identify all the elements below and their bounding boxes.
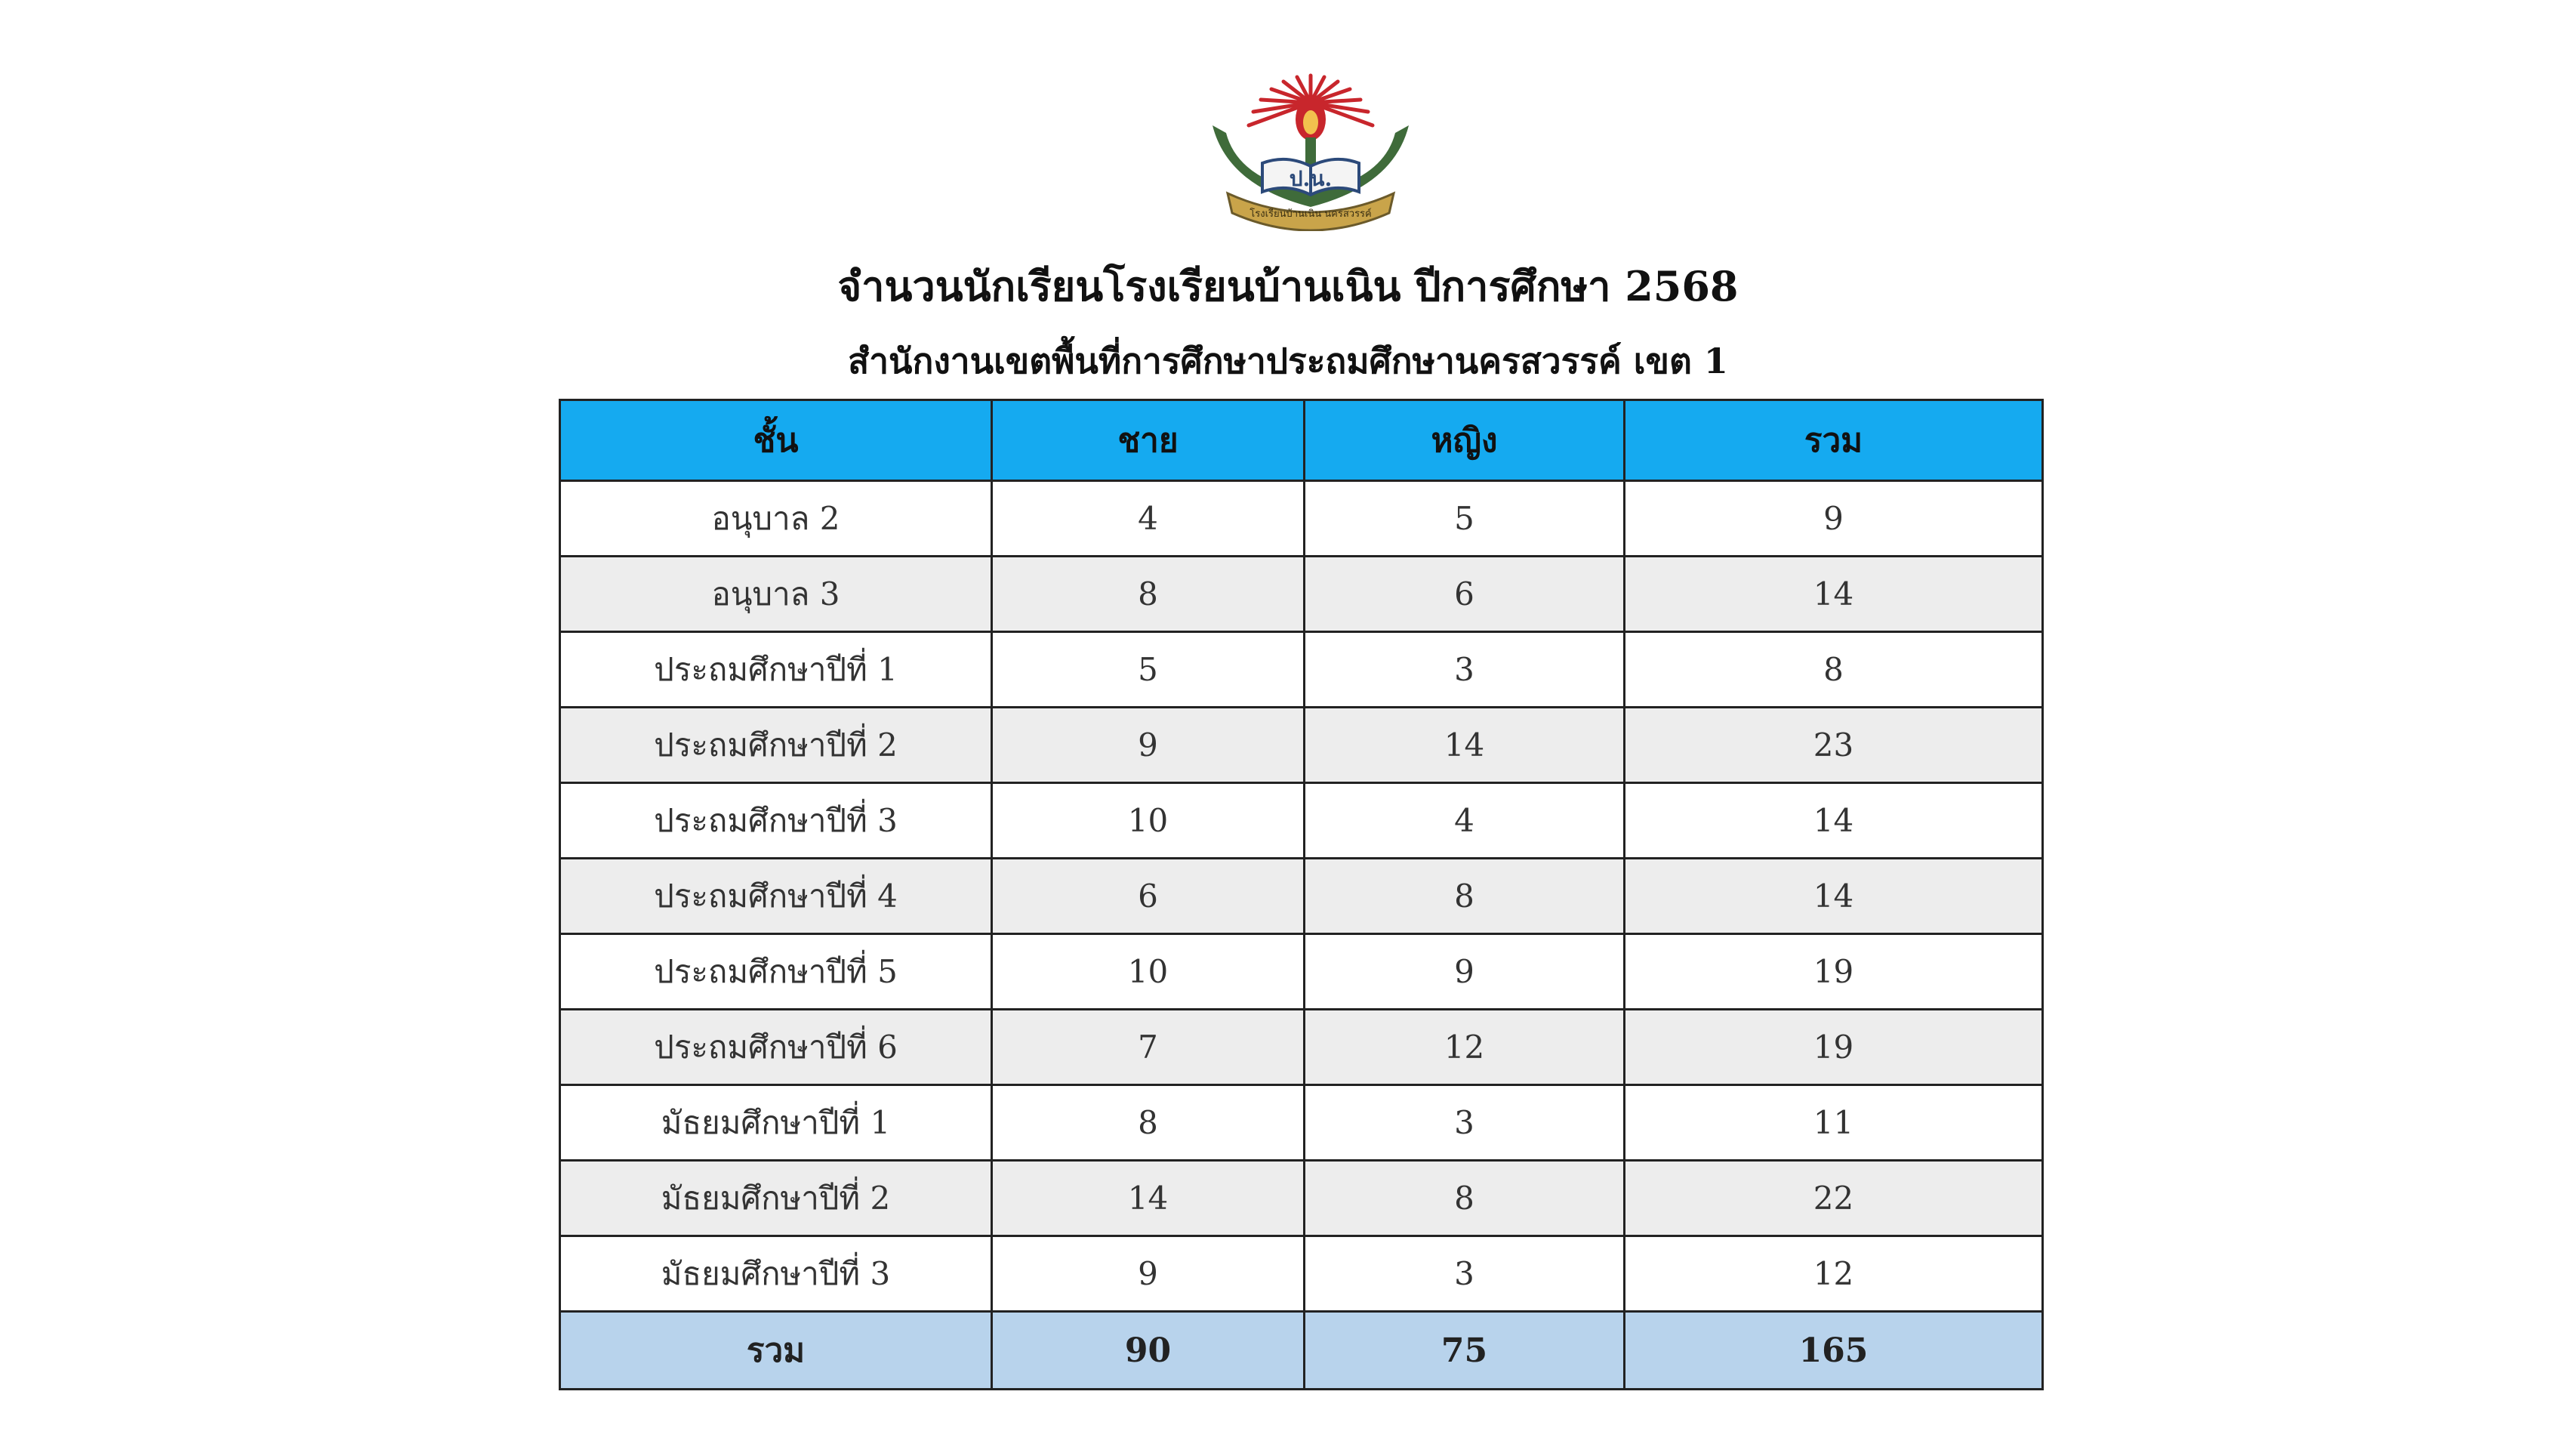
female-cell: 3 bbox=[1305, 1085, 1625, 1161]
table-row bbox=[560, 934, 2043, 1010]
male-cell: 14 bbox=[992, 1161, 1305, 1236]
male-cell: 8 bbox=[992, 1085, 1305, 1161]
table-row bbox=[560, 632, 2043, 708]
table-row bbox=[560, 708, 2043, 783]
grade-cell: อนุบาล 3 bbox=[560, 557, 992, 632]
table-row bbox=[560, 859, 2043, 934]
male-cell: 9 bbox=[992, 708, 1305, 783]
table-row bbox=[560, 1085, 2043, 1161]
table-header-row bbox=[560, 400, 2043, 481]
grade-cell: ประถมศึกษาปีที่ 1 bbox=[560, 632, 992, 708]
female-cell: 3 bbox=[1305, 632, 1625, 708]
total-cell: 9 bbox=[1625, 481, 2043, 557]
grade-cell: อนุบาล 2 bbox=[560, 481, 992, 557]
male-cell: 8 bbox=[992, 557, 1305, 632]
total-female-cell: 75 bbox=[1305, 1312, 1625, 1390]
total-cell: 8 bbox=[1625, 632, 2043, 708]
header-female: หญิง bbox=[1305, 400, 1625, 481]
total-label-cell: รวม bbox=[560, 1312, 992, 1390]
total-cell: 19 bbox=[1625, 1010, 2043, 1085]
header-grade: ชั้น bbox=[560, 400, 992, 481]
student-count-table bbox=[559, 399, 2044, 1390]
grade-cell: ประถมศึกษาปีที่ 5 bbox=[560, 934, 992, 1010]
total-cell: 23 bbox=[1625, 708, 2043, 783]
male-cell: 6 bbox=[992, 859, 1305, 934]
female-cell: 9 bbox=[1305, 934, 1625, 1010]
grade-cell: มัธยมศึกษาปีที่ 3 bbox=[560, 1236, 992, 1312]
female-cell: 12 bbox=[1305, 1010, 1625, 1085]
logo-ribbon-text: โรงเรียนบ้านเนิน นครสวรรค์ bbox=[1249, 208, 1372, 220]
grade-cell: มัธยมศึกษาปีที่ 1 bbox=[560, 1085, 992, 1161]
total-cell: 12 bbox=[1625, 1236, 2043, 1312]
table-row bbox=[560, 557, 2043, 632]
male-cell: 4 bbox=[992, 481, 1305, 557]
table-total-row bbox=[560, 1312, 2043, 1390]
page-subtitle: สำนักงานเขตพื้นที่การศึกษาประถมศึกษานครสวรรค์ เขต 1 bbox=[848, 341, 1728, 381]
total-cell: 11 bbox=[1625, 1085, 2043, 1161]
grade-cell: ประถมศึกษาปีที่ 4 bbox=[560, 859, 992, 934]
logo-initials: ป.น. bbox=[1289, 166, 1333, 191]
total-cell: 19 bbox=[1625, 934, 2043, 1010]
female-cell: 4 bbox=[1305, 783, 1625, 859]
female-cell: 8 bbox=[1305, 1161, 1625, 1236]
grade-cell: ประถมศึกษาปีที่ 6 bbox=[560, 1010, 992, 1085]
male-cell: 7 bbox=[992, 1010, 1305, 1085]
grade-cell: ประถมศึกษาปีที่ 2 bbox=[560, 708, 992, 783]
page-title: จำนวนนักเรียนโรงเรียนบ้านเนิน ปีการศึกษา 2568 bbox=[837, 262, 1739, 310]
table-row bbox=[560, 1161, 2043, 1236]
total-cell: 14 bbox=[1625, 859, 2043, 934]
male-cell: 10 bbox=[992, 934, 1305, 1010]
total-cell: 14 bbox=[1625, 783, 2043, 859]
total-cell: 14 bbox=[1625, 557, 2043, 632]
grade-cell: มัธยมศึกษาปีที่ 2 bbox=[560, 1161, 992, 1236]
male-cell: 5 bbox=[992, 632, 1305, 708]
female-cell: 8 bbox=[1305, 859, 1625, 934]
female-cell: 5 bbox=[1305, 481, 1625, 557]
table-row bbox=[560, 481, 2043, 557]
table-row bbox=[560, 1010, 2043, 1085]
grand-total-cell: 165 bbox=[1625, 1312, 2043, 1390]
total-male-cell: 90 bbox=[992, 1312, 1305, 1390]
male-cell: 9 bbox=[992, 1236, 1305, 1312]
table-row bbox=[560, 1236, 2043, 1312]
school-emblem-icon bbox=[1197, 72, 1424, 231]
female-cell: 14 bbox=[1305, 708, 1625, 783]
header-total: รวม bbox=[1625, 400, 2043, 481]
female-cell: 6 bbox=[1305, 557, 1625, 632]
male-cell: 10 bbox=[992, 783, 1305, 859]
grade-cell: ประถมศึกษาปีที่ 3 bbox=[560, 783, 992, 859]
header-male: ชาย bbox=[992, 400, 1305, 481]
table-row bbox=[560, 783, 2043, 859]
female-cell: 3 bbox=[1305, 1236, 1625, 1312]
total-cell: 22 bbox=[1625, 1161, 2043, 1236]
